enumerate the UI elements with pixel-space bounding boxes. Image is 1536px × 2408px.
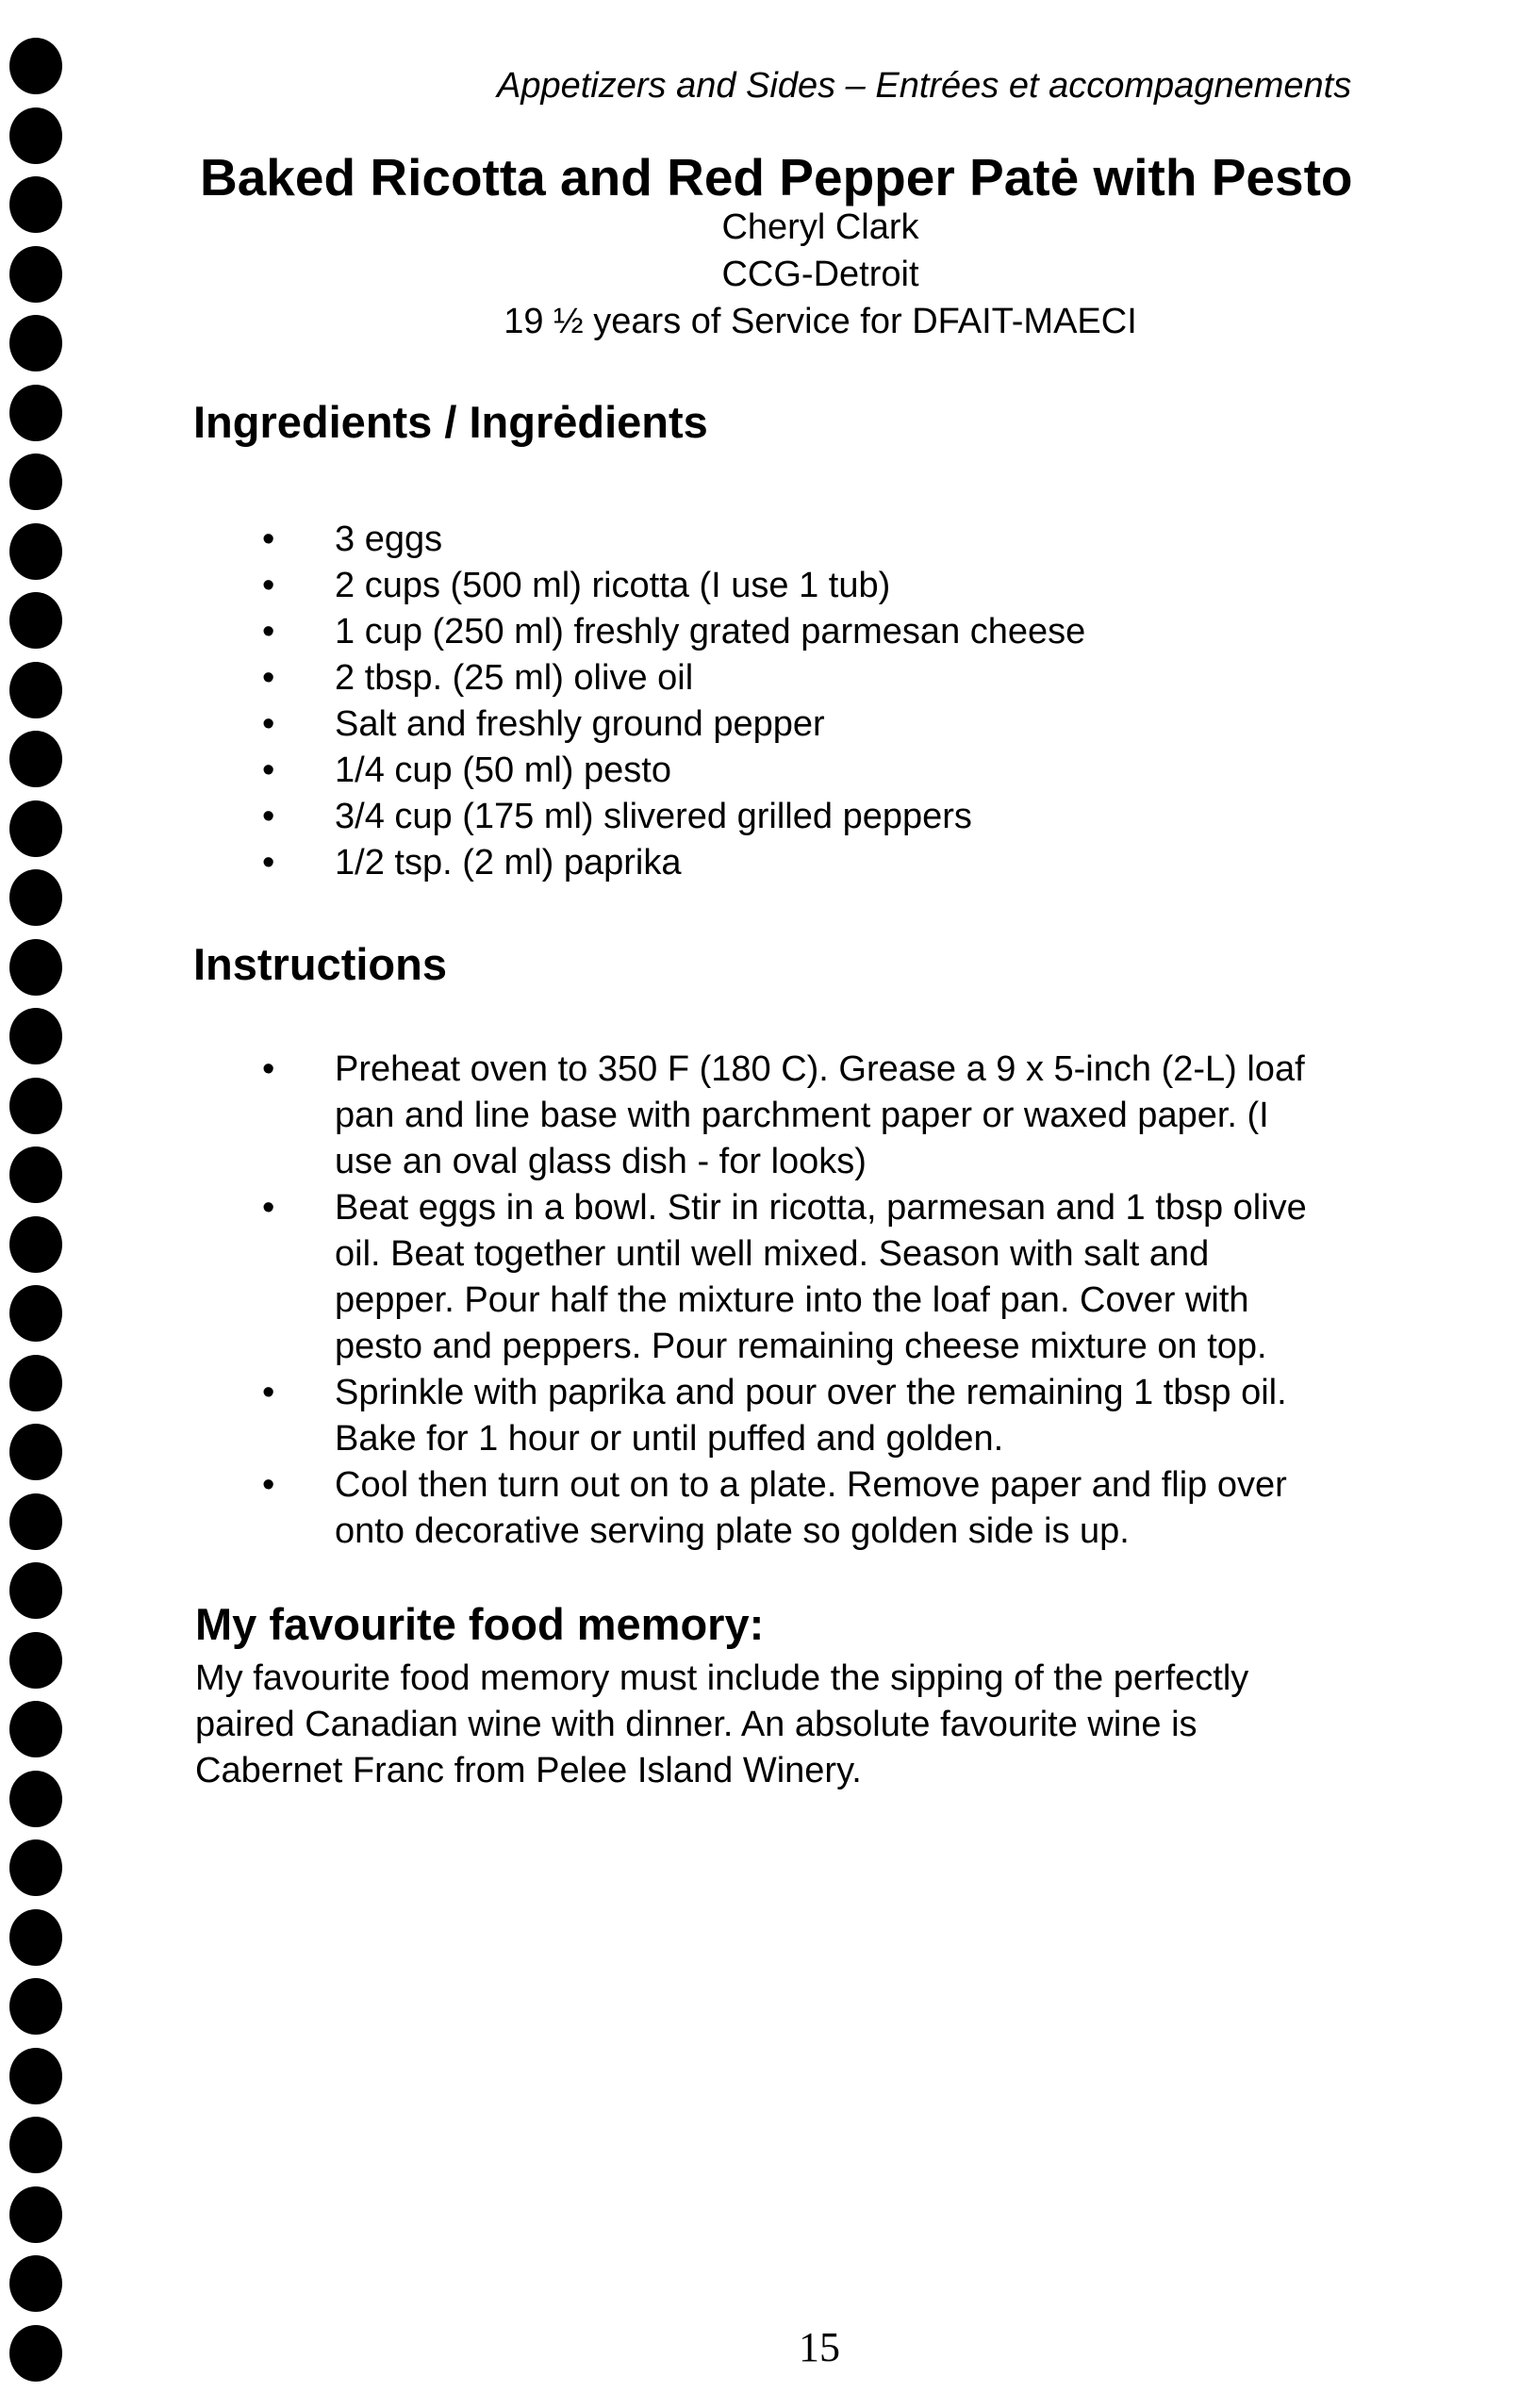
memory-heading: My favourite food memory: (195, 1599, 765, 1649)
binding-hole (9, 1632, 62, 1689)
ingredient-item (262, 517, 1085, 563)
binding-hole (9, 869, 62, 926)
binding-hole (9, 1146, 62, 1203)
binding-hole (9, 1701, 62, 1757)
ingredient-item (262, 609, 1085, 655)
recipe-title: Baked Ricotta and Red Pepper Patė with Pesto (200, 148, 1353, 206)
instructions-heading: Instructions (193, 939, 447, 989)
ingredient-item (262, 563, 1085, 609)
bullet-icon: • (262, 1188, 275, 1228)
binding-hole (9, 1355, 62, 1411)
binding-hole (9, 454, 62, 510)
binding-hole (9, 2325, 62, 2382)
binding-hole (9, 1216, 62, 1273)
binding-hole (9, 1978, 62, 2035)
bullet-icon: • (262, 704, 275, 744)
binding-hole (9, 2117, 62, 2173)
bullet-icon: • (262, 1049, 275, 1089)
ingredient-text: 3/4 cup (175 ml) slivered grilled peppers (335, 797, 972, 836)
instruction-text: Preheat oven to 350 F (180 C). Grease a 9 x 5-inch (2-L) loaf pan and line base with parchment paper or waxed paper. (I use an oval glass dish - for looks) (335, 1049, 1305, 1181)
binding-hole (9, 2048, 62, 2104)
binding-hole (9, 1424, 62, 1480)
binding-hole (9, 731, 62, 787)
recipe-service: 19 ½ years of Service for DFAIT-MAECI (504, 302, 1137, 341)
instruction-text: Beat eggs in a bowl. Stir in ricotta, parmesan and 1 tbsp olive oil. Beat together until well mixed. Season with salt and pepper. Pour half the mixture into the loaf pan. Cover with pesto and peppers. Pour remaining cheese mixture on top. (335, 1188, 1307, 1366)
binding-hole (9, 1839, 62, 1896)
bullet-icon: • (262, 843, 275, 882)
bullet-icon: • (262, 520, 275, 559)
binding-hole (9, 38, 62, 94)
ingredient-item (262, 655, 1085, 701)
binding-hole (9, 1078, 62, 1134)
binding-hole (9, 800, 62, 857)
binding-hole (9, 1285, 62, 1342)
ingredient-text: Salt and freshly ground pepper (335, 704, 825, 744)
ingredient-item (262, 794, 1085, 840)
instruction-step (262, 1462, 1536, 1555)
ingredient-item (262, 748, 1085, 794)
binding-hole (9, 523, 62, 580)
instruction-step (262, 1370, 1536, 1462)
ingredient-text: 2 tbsp. (25 ml) olive oil (335, 658, 694, 698)
ingredient-text: 1/2 tsp. (2 ml) paprika (335, 843, 682, 882)
binding-hole (9, 246, 62, 303)
binding-hole (9, 662, 62, 718)
ingredients-heading: Ingredients / Ingrėdients (193, 397, 708, 447)
ingredient-text: 1 cup (250 ml) freshly grated parmesan cheese (335, 612, 1086, 651)
instruction-step (262, 1047, 1536, 1185)
bullet-icon: • (262, 566, 275, 605)
bullet-icon: • (262, 797, 275, 836)
binding-hole (9, 1771, 62, 1827)
spiral-binding (9, 38, 70, 2395)
bullet-icon: • (262, 750, 275, 790)
section-header: Appetizers and Sides – Entrées et accompagnements (497, 66, 1352, 106)
bullet-icon: • (262, 1373, 275, 1412)
binding-hole (9, 1493, 62, 1550)
instruction-text: Sprinkle with paprika and pour over the remaining 1 tbsp oil. Bake for 1 hour or until puffed and golden. (335, 1373, 1287, 1459)
bullet-icon: • (262, 658, 275, 698)
recipe-author: Cheryl Clark (721, 207, 919, 247)
ingredient-text: 3 eggs (335, 520, 443, 559)
instructions-list (262, 1047, 1536, 1555)
recipe-location: CCG-Detroit (721, 255, 919, 294)
binding-hole (9, 315, 62, 371)
binding-hole (9, 1008, 62, 1064)
binding-hole (9, 385, 62, 441)
binding-hole (9, 176, 62, 233)
memory-text: My favourite food memory must include the sipping of the perfectly paired Canadian wine with dinner. An absolute favourite wine is Cabernet Franc from Pelee Island Winery. (195, 1658, 1249, 1790)
instruction-text: Cool then turn out on to a plate. Remove paper and flip over onto decorative serving plate so golden side is up. (335, 1465, 1287, 1551)
binding-hole (9, 1909, 62, 1966)
ingredient-item (262, 701, 1085, 748)
binding-hole (9, 939, 62, 996)
binding-hole (9, 1562, 62, 1619)
binding-hole (9, 2186, 62, 2243)
ingredient-text: 1/4 cup (50 ml) pesto (335, 750, 671, 790)
ingredient-text: 2 cups (500 ml) ricotta (I use 1 tub) (335, 566, 891, 605)
binding-hole (9, 107, 62, 164)
page-number: 15 (799, 2324, 840, 2370)
bullet-icon: • (262, 1465, 275, 1505)
ingredient-item (262, 840, 1085, 886)
bullet-icon: • (262, 612, 275, 651)
binding-hole (9, 592, 62, 649)
instruction-step (262, 1185, 1536, 1370)
binding-hole (9, 2255, 62, 2312)
ingredients-list (262, 517, 1085, 886)
